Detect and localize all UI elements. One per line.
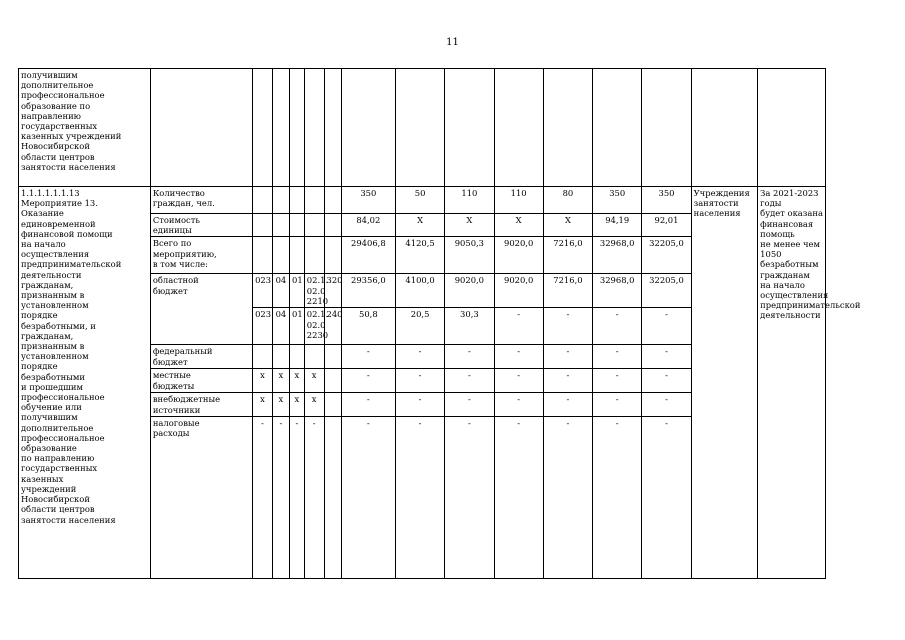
- code-pr: [290, 237, 305, 274]
- code-vr: [324, 393, 341, 416]
- value-cell: -: [642, 345, 691, 369]
- value-cell: -: [494, 369, 543, 393]
- value-cell: -: [395, 416, 444, 578]
- value-cell: 4120,5: [395, 237, 444, 274]
- value-cell: X: [395, 214, 444, 237]
- value-cell: 92,01: [642, 214, 691, 237]
- value-cell: -: [593, 308, 642, 345]
- row-label: Количество граждан, чел.: [150, 187, 252, 214]
- program-table: [18, 68, 861, 579]
- code-rz: [272, 345, 289, 369]
- page-number: 11: [446, 37, 459, 48]
- value-cell: -: [642, 393, 691, 416]
- row-label: областной бюджет: [150, 274, 252, 345]
- code-vr: [324, 237, 341, 274]
- value-cell: -: [445, 393, 494, 416]
- value-cell: -: [494, 308, 543, 345]
- code-vr: [324, 416, 341, 578]
- code-csr: 02.1. 02.0 2230: [304, 308, 324, 345]
- code-csr: x: [304, 369, 324, 393]
- code-vr: [324, 369, 341, 393]
- code-pr: [290, 345, 305, 369]
- value-cell: 110: [494, 187, 543, 214]
- value-cell: -: [543, 308, 592, 345]
- value-cell: -: [494, 345, 543, 369]
- code-csr: -: [304, 416, 324, 578]
- value-cell: -: [445, 345, 494, 369]
- code-rz: 04: [272, 274, 289, 308]
- row-label: Стоимость единицы: [150, 214, 252, 237]
- code-rz: [272, 214, 289, 237]
- event-row: [19, 187, 826, 214]
- code-vr: [324, 187, 341, 214]
- row-label: федеральный бюджет: [150, 345, 252, 369]
- value-cell: 350: [593, 187, 642, 214]
- code-rz: x: [272, 393, 289, 416]
- value-cell: -: [642, 416, 691, 578]
- code-rz: -: [272, 416, 289, 578]
- value-cell: X: [543, 214, 592, 237]
- value-cell: -: [593, 416, 642, 578]
- value-cell: 32968,0: [593, 237, 642, 274]
- value-cell: -: [543, 345, 592, 369]
- expected-result: За 2021-2023 годы будет оказана финансовая помощь не менее чем 1050 безработным гражданам на начало осуществления предпринимательской деятельности: [758, 187, 826, 579]
- value-cell: X: [445, 214, 494, 237]
- value-cell: -: [395, 393, 444, 416]
- code-rz: [272, 237, 289, 274]
- value-cell: -: [341, 393, 395, 416]
- code-rz: x: [272, 369, 289, 393]
- value-cell: 4100,0: [395, 274, 444, 308]
- value-cell: -: [642, 308, 691, 345]
- code-csr: [304, 237, 324, 274]
- code-gr: x: [253, 369, 273, 393]
- code-gr: x: [253, 393, 273, 416]
- code-vr: 320: [324, 274, 341, 308]
- code-pr: x: [290, 369, 305, 393]
- value-cell: 94,19: [593, 214, 642, 237]
- executor: Учреждения занятости населения: [691, 187, 758, 579]
- value-cell: 350: [642, 187, 691, 214]
- code-gr: [253, 214, 273, 237]
- value-cell: -: [445, 369, 494, 393]
- code-pr: x: [290, 393, 305, 416]
- value-cell: X: [494, 214, 543, 237]
- value-cell: 50: [395, 187, 444, 214]
- code-csr: [304, 345, 324, 369]
- code-rz: 04: [272, 308, 289, 345]
- row-label: Всего по мероприятию, в том числе:: [150, 237, 252, 274]
- value-cell: -: [543, 416, 592, 578]
- value-cell: 9050,3: [445, 237, 494, 274]
- value-cell: -: [494, 416, 543, 578]
- value-cell: -: [341, 416, 395, 578]
- code-gr: 023: [253, 274, 273, 308]
- value-cell: 30,3: [445, 308, 494, 345]
- value-cell: -: [341, 345, 395, 369]
- value-cell: 50,8: [341, 308, 395, 345]
- code-csr: 02.1. 02.0 2210: [304, 274, 324, 308]
- value-cell: 7216,0: [543, 274, 592, 308]
- code-csr: [304, 187, 324, 214]
- code-gr: [253, 237, 273, 274]
- code-gr: [253, 187, 273, 214]
- value-cell: -: [543, 393, 592, 416]
- value-cell: -: [341, 369, 395, 393]
- value-cell: -: [593, 393, 642, 416]
- code-gr: 023: [253, 308, 273, 345]
- value-cell: -: [494, 393, 543, 416]
- row-label: местные бюджеты: [150, 369, 252, 393]
- value-cell: 20,5: [395, 308, 444, 345]
- code-vr: [324, 345, 341, 369]
- value-cell: -: [395, 369, 444, 393]
- code-pr: 01: [290, 274, 305, 308]
- value-cell: 110: [445, 187, 494, 214]
- code-pr: -: [290, 416, 305, 578]
- code-gr: [253, 345, 273, 369]
- code-pr: [290, 214, 305, 237]
- top-row: [19, 69, 826, 187]
- value-cell: 80: [543, 187, 592, 214]
- value-cell: -: [642, 369, 691, 393]
- value-cell: 32968,0: [593, 274, 642, 308]
- value-cell: 350: [341, 187, 395, 214]
- code-gr: -: [253, 416, 273, 578]
- code-vr: [324, 214, 341, 237]
- row-label: внебюджетные источники: [150, 393, 252, 416]
- code-vr: 240: [324, 308, 341, 345]
- value-cell: 29406,8: [341, 237, 395, 274]
- value-cell: -: [395, 345, 444, 369]
- code-pr: [290, 187, 305, 214]
- value-cell: -: [543, 369, 592, 393]
- value-cell: -: [593, 345, 642, 369]
- value-cell: 9020,0: [494, 237, 543, 274]
- code-rz: [272, 187, 289, 214]
- value-cell: 32205,0: [642, 237, 691, 274]
- top-row-name: получившим дополнительное профессиональное образование по направлению государственных казенных учреждений Новосибирской области центров занятости населения: [19, 69, 151, 187]
- code-csr: [304, 214, 324, 237]
- value-cell: 29356,0: [341, 274, 395, 308]
- value-cell: 9020,0: [445, 274, 494, 308]
- event-name: 1.1.1.1.1.1.13 Мероприятие 13. Оказание единовременной финансовой помощи на начало осуществления предпринимательской деятельности гражданам, признанным в установленном порядке безработными, и гражданам, признанным в установленном порядке безработными и прошедшим профессиональное обучение или получившим дополнительное профессиональное образование по направлению государственных казенных учреждений Новосибирской области центров занятости населения: [19, 187, 151, 579]
- value-cell: 7216,0: [543, 237, 592, 274]
- code-csr: x: [304, 393, 324, 416]
- value-cell: 32205,0: [642, 274, 691, 308]
- value-cell: 9020,0: [494, 274, 543, 308]
- code-pr: 01: [290, 308, 305, 345]
- value-cell: -: [445, 416, 494, 578]
- row-label: налоговые расходы: [150, 416, 252, 578]
- value-cell: 84,02: [341, 214, 395, 237]
- value-cell: -: [593, 369, 642, 393]
